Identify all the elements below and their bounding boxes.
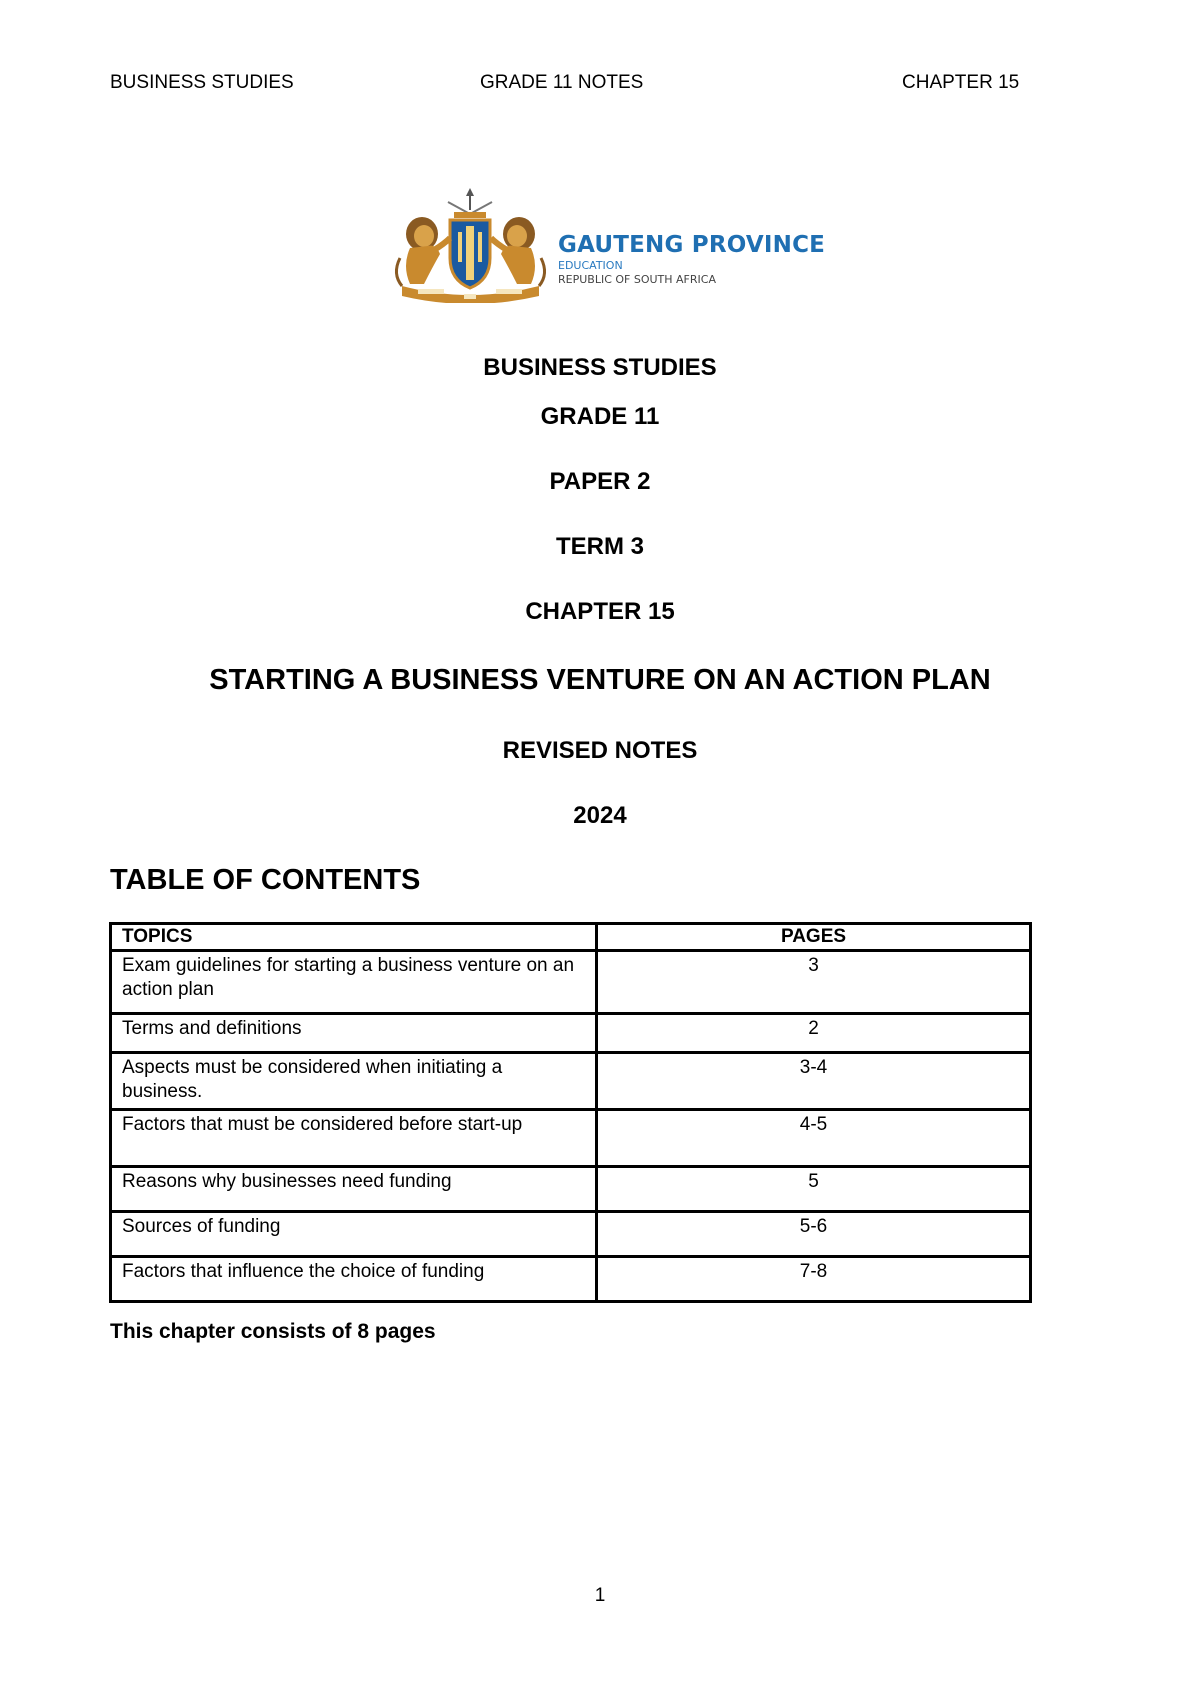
- running-header: [0, 72, 1200, 96]
- coat-of-arms-icon: [388, 188, 553, 303]
- table-row: [111, 1014, 1031, 1053]
- toc-topic: Aspects must be considered when initiating a business.: [111, 1053, 597, 1110]
- table-row: [111, 951, 1031, 1014]
- toc-topic: Factors that influence the choice of funding: [111, 1257, 597, 1302]
- logo-department: EDUCATION: [558, 259, 623, 272]
- header-grade-notes: GRADE 11 NOTES: [480, 72, 644, 93]
- title-chapter: CHAPTER 15: [525, 598, 675, 625]
- toc-topic: Sources of funding: [111, 1212, 597, 1257]
- toc-pages: 4-5: [597, 1110, 1031, 1167]
- table-row: [111, 1167, 1031, 1212]
- title-subject: BUSINESS STUDIES: [483, 354, 717, 381]
- table-row: [111, 1257, 1031, 1302]
- title-term: TERM 3: [555, 533, 644, 560]
- toc-pages: 3: [597, 951, 1031, 1014]
- title-grade: GRADE 11: [540, 403, 660, 430]
- toc-pages: 3-4: [597, 1053, 1031, 1110]
- gauteng-education-logo: [388, 188, 828, 303]
- toc-pages: 5-6: [597, 1212, 1031, 1257]
- table-of-contents: [109, 922, 1032, 1303]
- logo-text: [558, 232, 825, 287]
- toc-topic: Factors that must be considered before start-up: [111, 1110, 597, 1167]
- chapter-page-count-note: This chapter consists of 8 pages: [110, 1320, 436, 1343]
- toc-column-topics: TOPICS: [111, 924, 597, 951]
- toc-header-row: [111, 924, 1031, 951]
- table-row: [111, 1110, 1031, 1167]
- title-year: 2024: [573, 802, 627, 829]
- header-chapter: CHAPTER 15: [902, 72, 1020, 93]
- toc-column-pages: PAGES: [597, 924, 1031, 951]
- toc-pages: 7-8: [597, 1257, 1031, 1302]
- toc-topic: Reasons why businesses need funding: [111, 1167, 597, 1212]
- table-row: [111, 1212, 1031, 1257]
- header-subject: BUSINESS STUDIES: [110, 72, 294, 93]
- toc-topic: Terms and definitions: [111, 1014, 597, 1053]
- toc-heading: TABLE OF CONTENTS: [110, 864, 421, 896]
- table-row: [111, 1053, 1031, 1110]
- page-number: 1: [594, 1585, 606, 1606]
- document-main-title: STARTING A BUSINESS VENTURE ON AN ACTION PLAN: [209, 664, 991, 696]
- title-revised-notes: REVISED NOTES: [502, 737, 698, 764]
- title-paper: PAPER 2: [549, 468, 651, 495]
- toc-pages: 5: [597, 1167, 1031, 1212]
- toc-topic: Exam guidelines for starting a business venture on an action plan: [111, 951, 597, 1014]
- logo-province-name: GAUTENG PROVINCE: [558, 232, 826, 258]
- logo-country: REPUBLIC OF SOUTH AFRICA: [558, 273, 716, 286]
- toc-pages: 2: [597, 1014, 1031, 1053]
